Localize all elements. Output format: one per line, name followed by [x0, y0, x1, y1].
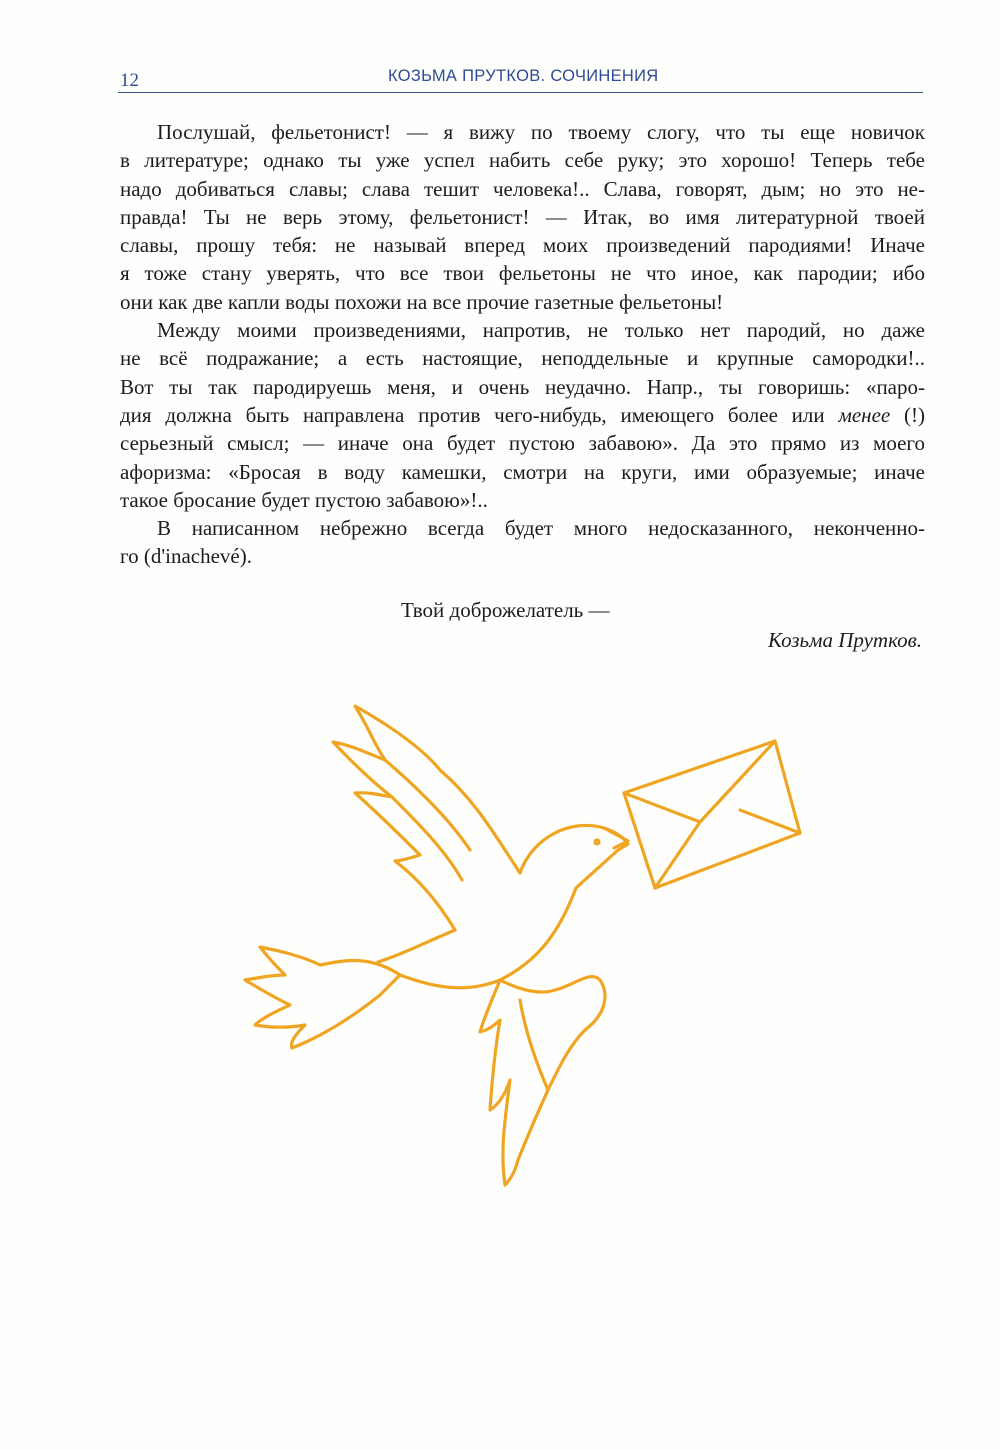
text-line: я тоже стану уверять, что все твои фельетоны не что иное, как пародии; ибо: [120, 261, 925, 286]
text-line: они как две капли воды похожи на все прочие газетные фельетоны!: [120, 289, 724, 314]
dove-envelope-illustration: [235, 695, 815, 1195]
dove-body: [320, 888, 576, 988]
envelope-outline: [624, 741, 800, 888]
dove-eye: [595, 840, 599, 844]
text-line: го (d'inachevé).: [120, 544, 252, 569]
text-line: Между моими произведениями, напротив, не только нет пародий, но даже: [157, 318, 925, 343]
signature: Козьма Прутков.: [767, 628, 922, 652]
text-line: Вот ты так пародируешь меня, и очень неудачно. Напр., ты говоришь: «паро-: [120, 374, 925, 399]
text-line: правда! Ты не верь этому, фельетонист! — Итак, во имя литературной твоей: [120, 204, 925, 229]
page-number: 12: [120, 70, 139, 91]
text-line: афоризма: «Бросая в воду камешки, смотри на круги, ими образуемые; иначе: [120, 459, 925, 484]
italic-word: менее: [838, 402, 891, 427]
dove-wing-feather: [520, 1000, 548, 1090]
text-line: такое бросание будет пустою забавою»!..: [120, 487, 488, 512]
text-line: В написанном небрежно всегда будет много недосказанного, неконченно-: [157, 516, 925, 541]
letter-body: [120, 118, 925, 571]
dove-upper-wing: [333, 706, 520, 930]
text-line: серьезный смысл; — иначе она будет пустою забавою». Да это прямо из моего: [120, 431, 925, 456]
running-head: [118, 64, 923, 93]
line-text: дия должна быть направлена против чего-нибудь, имеющего более или: [120, 402, 839, 427]
header-title: КОЗЬМА ПРУТКОВ. СОЧИНЕНИЯ: [388, 67, 659, 85]
envelope-fold-right: [740, 810, 800, 833]
text-line: надо добиваться славы; слава тешит человека!.. Слава, говорят, дым; но это не-: [120, 176, 925, 201]
text-line: не всё подражание; а есть настоящие, неподдельные и крупные самородки!..: [120, 346, 925, 371]
line-text-tail: (!): [890, 402, 926, 427]
text-line-with-italic: [120, 401, 925, 429]
text-line: славы, прошу тебя: не называй вперед моих произведений пародиями! Иначе: [120, 233, 925, 258]
letter-closing: Твой доброжелатель —: [401, 598, 610, 622]
dove-head: [520, 825, 628, 888]
text-line: Послушай, фельетонист! — я вижу по твоему слогу, что ты еще новичок: [157, 120, 925, 144]
dove-belly: [378, 930, 455, 962]
text-line: в литературе; однако ты уже успел набить себе руку; это хорошо! Теперь тебе: [120, 148, 925, 173]
envelope-flap: [624, 741, 775, 822]
